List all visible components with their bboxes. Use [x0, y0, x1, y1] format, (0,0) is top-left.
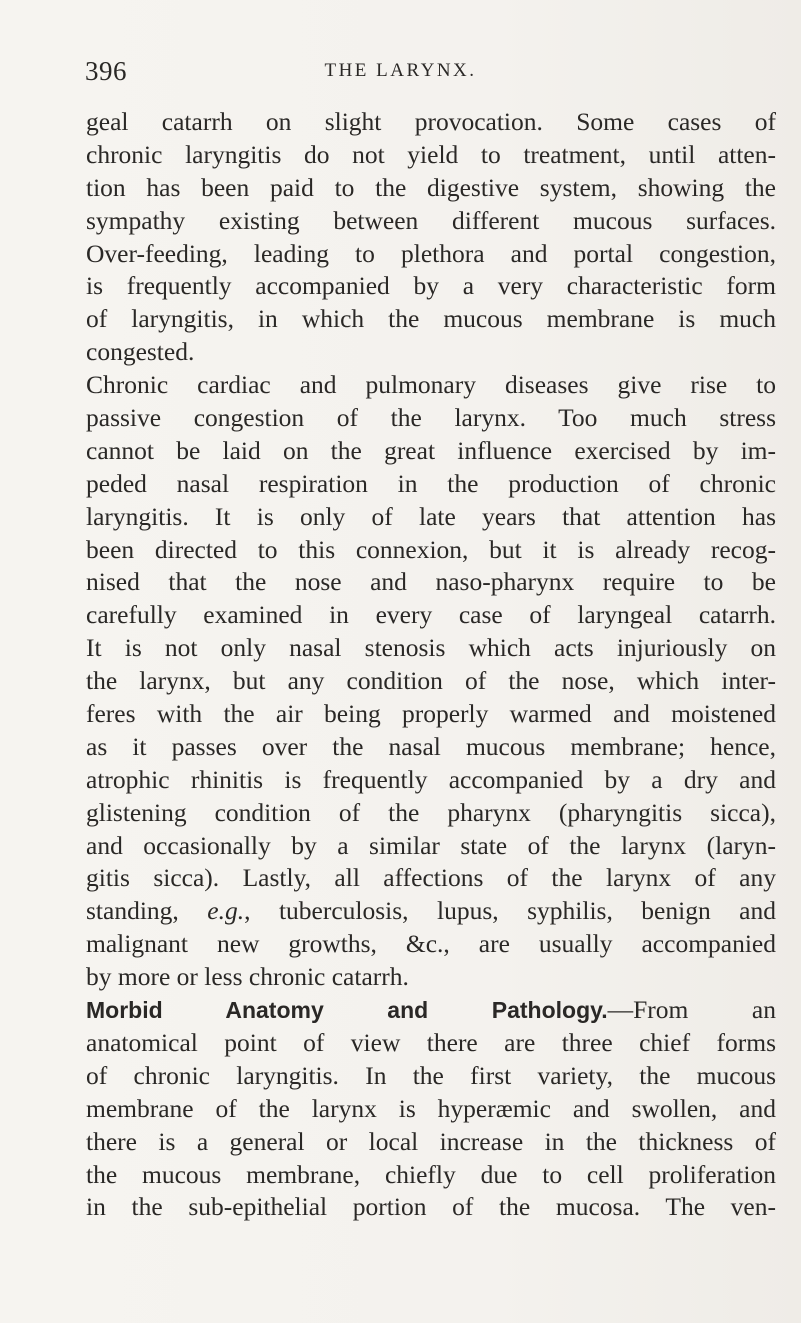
- text-line: and occasionally by a similar state of the larynx (laryn-: [86, 830, 776, 860]
- text-line: the mucous membrane, chiefly due to cell proliferation: [86, 1159, 776, 1189]
- text-line: Over-feeding, leading to plethora and portal congestion,: [86, 238, 776, 268]
- text-line: carefully examined in every case of laryngeal catarrh.: [86, 600, 776, 630]
- text-line: glistening condition of the pharynx (pharyngitis sicca),: [86, 797, 776, 827]
- text-line: as it passes over the nasal mucous membrane; hence,: [86, 731, 776, 761]
- text-run: , tuberculosis, lupus, syphilis, benign and: [244, 896, 776, 926]
- section-heading-line: [86, 994, 776, 1027]
- text-line: there is a general or local increase in the thickness of: [86, 1126, 776, 1156]
- text-line: It is not only nasal stenosis which acts injuriously on: [86, 633, 776, 663]
- text-line: nised that the nose and naso-pharynx require to be: [86, 567, 776, 597]
- italic-abbreviation: e.g.: [207, 896, 245, 926]
- text-line: congested.: [86, 337, 195, 367]
- text-line: of chronic laryngitis. In the first variety, the mucous: [86, 1060, 776, 1090]
- text-line: feres with the air being properly warmed and moistened: [86, 699, 776, 729]
- text-line: atrophic rhinitis is frequently accompanied by a dry and: [86, 764, 776, 794]
- text-line: in the sub-epithelial portion of the mucosa. The ven-: [86, 1192, 776, 1222]
- text-line: tion has been paid to the digestive system, showing the: [86, 172, 776, 202]
- running-head: THE LARYNX.: [324, 60, 477, 81]
- text-line: laryngitis. It is only of late years that attention has: [86, 501, 776, 531]
- text-line: the larynx, but any condition of the nose, which inter-: [86, 666, 776, 696]
- page-header: [0, 56, 801, 90]
- text-line: membrane of the larynx is hyperæmic and swollen, and: [86, 1093, 776, 1123]
- text-line: malignant new growths, &c., are usually accompanied: [86, 929, 776, 959]
- section-heading: Morbid Anatomy and Pathology.: [86, 997, 608, 1024]
- text-line: been directed to this connexion, but it is already recog-: [86, 534, 776, 564]
- text-run: standing,: [86, 896, 208, 926]
- text-line: gitis sicca). Lastly, all affections of the larynx of any: [86, 863, 776, 893]
- page-number: 396: [85, 56, 127, 86]
- text-line: passive congestion of the larynx. Too much stress: [86, 403, 776, 433]
- text-line: cannot be laid on the great influence exercised by im-: [86, 435, 776, 465]
- text-line: sympathy existing between different mucous surfaces.: [86, 205, 776, 235]
- text-line: [86, 895, 776, 928]
- text-line: of laryngitis, in which the mucous membrane is much: [86, 304, 776, 334]
- text-line: peded nasal respiration in the production of chronic: [86, 468, 776, 498]
- text-line: anatomical point of view there are three chief forms: [86, 1027, 776, 1057]
- text-run: —From an: [607, 995, 776, 1025]
- text-line: chronic laryngitis do not yield to treatment, until atten-: [86, 139, 776, 169]
- text-line: geal catarrh on slight provocation. Some cases of: [86, 107, 776, 136]
- text-line: is frequently accompanied by a very characteristic form: [86, 271, 776, 301]
- body-text: [86, 106, 776, 1224]
- text-line: Chronic cardiac and pulmonary diseases give rise to: [86, 370, 776, 400]
- text-line: by more or less chronic catarrh.: [86, 962, 409, 992]
